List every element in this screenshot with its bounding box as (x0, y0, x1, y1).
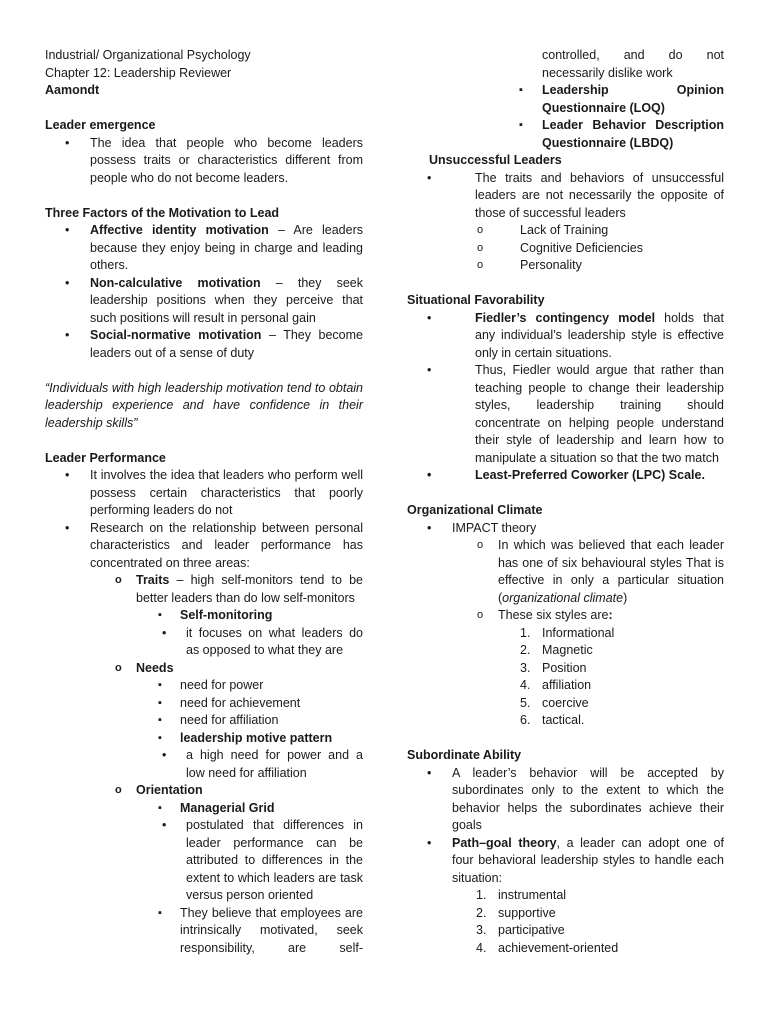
list-item: o In which was believed that each leader has one of six behavioural styles That is effective in only a particular situation (organizational climate) (407, 537, 724, 607)
situational-list (407, 310, 724, 485)
doc-author: Aamondt (45, 83, 100, 97)
leader-performance-list (45, 467, 363, 572)
list-item: 1. instrumental (476, 888, 567, 902)
list-item: • Research on the relationship between personal characteristics and leader performance has concentrated on three areas: (45, 520, 363, 573)
list-item: ▪ Leader Behavior Description Questionnaire (LBDQ) (407, 117, 724, 152)
subordinate-list (407, 765, 724, 888)
list-item: • Social-normative motivation – They become leaders out of a sense of duty (45, 327, 363, 362)
list-item: ▪ need for affiliation (45, 712, 363, 730)
list-item: ▪ They believe that employees are intrinsically motivated, seek responsibility, are self- (45, 905, 363, 958)
continued-list (407, 47, 724, 152)
heading-organizational-climate: Organizational Climate (407, 503, 543, 517)
list-item: ▪ Leadership Opinion Questionnaire (LOQ) (407, 82, 724, 117)
list-item: o Lack of Training (407, 222, 724, 240)
heading-three-factors: Three Factors of the Motivation to Lead (45, 205, 280, 220)
heading-leader-emergence: Leader emergence (45, 118, 156, 132)
list-item: • Affective identity motivation – Are leaders because they enjoy being in charge and leading others. (45, 222, 363, 275)
list-item: • It involves the idea that leaders who perform well possess certain characteristics that poorly performing leaders do not (45, 467, 363, 520)
quote: “Individuals with high leadership motivation tend to obtain leadership experience and have confidence in their leadership skills” (45, 380, 363, 430)
list-item: • The traits and behaviors of unsuccessful leaders are not necessarily the opposite of those of successful leaders (407, 170, 724, 223)
list-item: ▪ need for power (45, 677, 363, 695)
list-item: • postulated that differences in leader performance can be attributed to differences in the extent to which leaders are task versus person oriented (45, 817, 363, 905)
unsuccessful-list (407, 170, 724, 275)
list-item: • Thus, Fiedler would argue that rather than teaching people to change their leadership styles, leadership training should concentrate on helping people understand their style of leadership and learn how to manipulate a situation so that the two match (407, 362, 724, 467)
left-column (45, 47, 363, 957)
list-item: ▪ Self-monitoring (45, 607, 363, 625)
list-item: ▪ Managerial Grid (45, 800, 363, 818)
list-item: 3. participative (476, 923, 565, 937)
list-item: • Path–goal theory, a leader can adopt one of four behavioral leadership styles to handle each situation: (407, 835, 724, 888)
list-item: o Personality (407, 257, 724, 275)
list-item: • Fiedler’s contingency model holds that any individual’s leadership style is effective only in certain situations. (407, 310, 724, 363)
list-item: o Orientation (45, 782, 363, 800)
list-item: 2. Magnetic (520, 643, 593, 657)
list-item: • A leader’s behavior will be accepted by subordinates only to the extent to which the behavior helps the subordinates achieve their goals (407, 765, 724, 835)
list-item: ▪ leadership motive pattern (45, 730, 363, 748)
heading-unsuccessful-leaders: Unsuccessful Leaders (429, 153, 562, 167)
doc-title-line2: Chapter 12: Leadership Reviewer (45, 65, 232, 80)
heading-subordinate-ability: Subordinate Ability (407, 748, 522, 762)
path-goal-styles-list (407, 887, 724, 957)
leader-emergence-list (45, 135, 363, 188)
list-item: o These six styles are: (407, 607, 724, 625)
motivation-list (45, 222, 363, 362)
list-item: o Traits – high self-monitors tend to be better leaders than do low self-monitors (45, 572, 363, 607)
list-item: controlled, and do not necessarily dislike work (542, 48, 724, 80)
list-item: ▪ need for achievement (45, 695, 363, 713)
heading-leader-performance: Leader Performance (45, 450, 166, 465)
list-item: • IMPACT theory (407, 520, 724, 538)
list-item: 3. Position (520, 660, 587, 675)
list-item: 4. affiliation (520, 678, 592, 692)
list-item: • Least-Preferred Coworker (LPC) Scale. (407, 467, 724, 485)
list-item: 4. achievement-oriented (476, 940, 619, 955)
list-item: • a high need for power and a low need for affiliation (45, 747, 363, 782)
list-item: • The idea that people who become leaders possess traits or characteristics different from people who do not become leaders. (45, 135, 363, 188)
heading-situational-favorability: Situational Favorability (407, 293, 545, 307)
styles-list (407, 625, 724, 730)
list-item: • Non-calculative motivation – they seek leadership positions when they perceive that such positions will result in personal gain (45, 275, 363, 328)
right-column (407, 47, 724, 957)
doc-title-line1: Industrial/ Organizational Psychology (45, 48, 251, 62)
list-item: 5. coercive (520, 695, 589, 710)
list-item: 2. supportive (476, 905, 556, 920)
traits-block (45, 572, 363, 957)
list-item: o Needs (45, 660, 363, 678)
list-item: • it focuses on what leaders do as opposed to what they are (45, 625, 363, 660)
list-item: o Cognitive Deficiencies (407, 240, 724, 258)
climate-list (407, 520, 724, 625)
list-item: 1. Informational (520, 625, 615, 640)
list-item: 6. tactical. (520, 713, 585, 727)
